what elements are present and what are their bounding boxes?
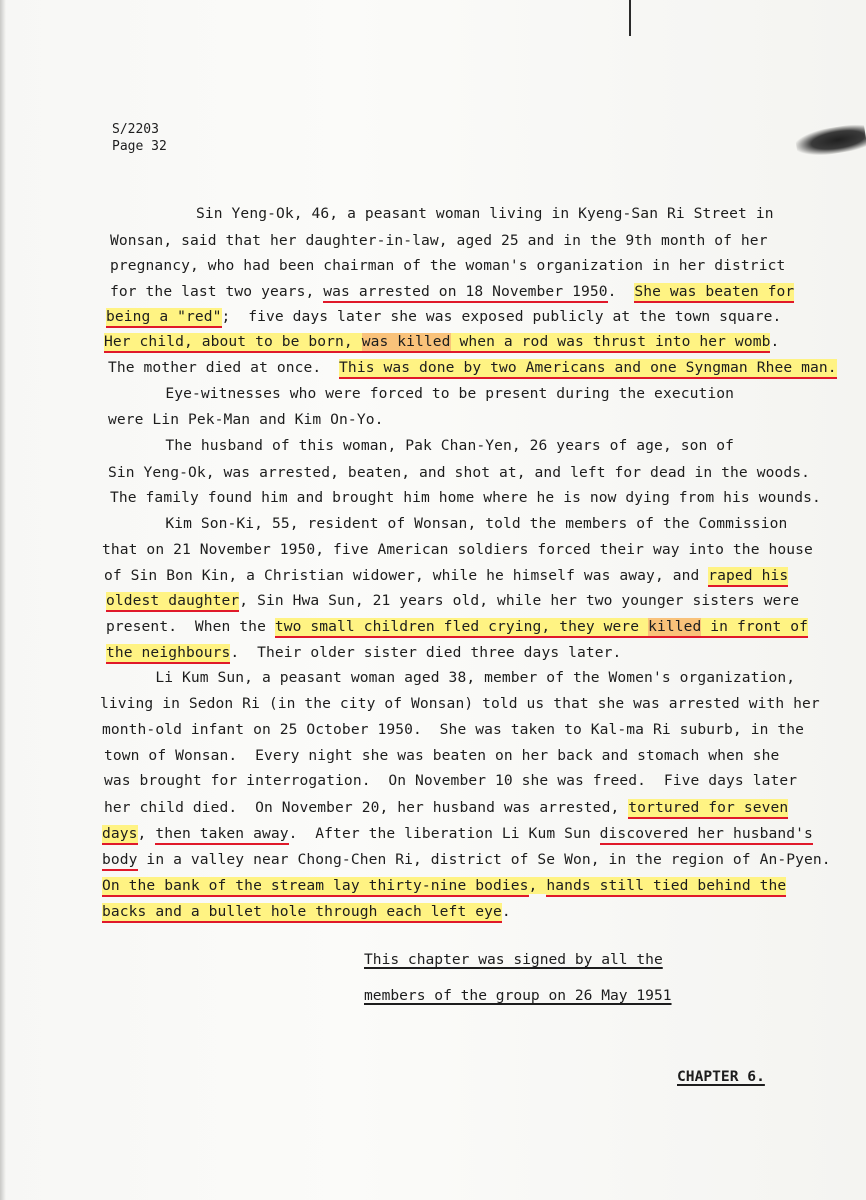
text-line — [110, 257, 785, 275]
text-span: was brought for interrogation. On November 10 she was freed. Five days later — [104, 772, 798, 789]
highlighted-text: backs and a bullet hole through each left eye — [102, 903, 502, 923]
text-line — [104, 333, 779, 351]
text-span: for the last two years, — [110, 283, 324, 300]
text-span: were Lin Pek-Man and Kim On-Yo. — [108, 411, 384, 428]
doc-ref-number: S/2203 — [112, 122, 159, 137]
text-span: town of Wonsan. Every night she was beaten on her back and stomach when she — [104, 747, 780, 764]
text-span: Wonsan, said that her daughter-in-law, aged 25 and in the 9th month of her — [110, 232, 768, 249]
scan-mark — [629, 0, 631, 36]
text-span: pregnancy, who had been chairman of the woman's organization in her district — [110, 257, 786, 274]
text-span: in a valley near Chong-Chen Ri, district of Se Won, in the region of An-Pyen. — [137, 851, 831, 868]
text-span: The mother died at once. — [108, 359, 340, 376]
text-span: Kim Son-Ki, 55, resident of Wonsan, told the members of the Commission — [112, 515, 788, 532]
text-line — [106, 308, 781, 326]
text-span: Li Kum Sun, a peasant woman aged 38, member of the Women's organization, — [102, 669, 796, 686]
text-span: living in Sedon Ri (in the city of Wonsan) told us that she was arrested with her — [100, 695, 820, 712]
text-line — [110, 283, 794, 301]
text-span: . After the liberation Li Kum Sun — [288, 825, 600, 842]
signature-line-2: members of the group on 26 May 1951 — [364, 987, 672, 1004]
text-span: month-old infant on 25 October 1950. She was taken to Kal-ma Ri suburb, in the — [102, 721, 805, 738]
highlighted-text: being a "red" — [106, 308, 222, 328]
text-line — [104, 567, 788, 585]
text-line — [112, 437, 734, 455]
ink-smudge — [794, 123, 866, 160]
text-span: . — [607, 283, 635, 300]
text-span: , Sin Hwa Sun, 21 years old, while her two younger sisters were — [239, 592, 800, 609]
text-span: . — [770, 333, 780, 350]
underlined-text: discovered her husband's — [600, 825, 813, 845]
text-line — [102, 721, 804, 739]
text-span: ; five days later she was exposed publicly at the town square. — [221, 308, 782, 325]
highlighted-text: was killed — [362, 333, 451, 353]
text-span: that on 21 November 1950, five American soldiers forced their way into the house — [102, 541, 813, 558]
text-span: The husband of this woman, Pak Chan-Yen, 26 years of age, son of — [112, 437, 735, 454]
underlined-text: body — [102, 851, 138, 871]
text-line — [110, 232, 768, 250]
document-reference — [112, 121, 167, 155]
text-line — [112, 515, 787, 533]
page-number: Page 32 — [112, 139, 167, 154]
signature-line-1: This chapter was signed by all the — [364, 951, 663, 968]
text-line — [110, 489, 821, 507]
highlighted-text: when a rod was thrust into her womb — [451, 333, 771, 353]
page-edge-shadow — [0, 0, 6, 1200]
text-span: present. When the — [106, 618, 275, 635]
text-line — [102, 669, 795, 687]
text-line — [102, 851, 831, 869]
text-line — [196, 205, 774, 223]
text-span: her child died. On November 20, her husband was arrested, — [104, 799, 629, 816]
highlighted-text: On the bank of the stream lay thirty-nine bodies — [102, 877, 529, 897]
text-line — [106, 592, 799, 610]
text-line — [104, 772, 797, 790]
highlighted-text: in front of — [701, 618, 808, 638]
highlighted-text: the neighbours — [106, 644, 230, 664]
text-span: , — [137, 825, 156, 842]
chapter-heading: CHAPTER 6. — [677, 1068, 765, 1085]
text-span: Sin Yeng-Ok, 46, a peasant woman living in Kyeng-San Ri Street in — [196, 205, 774, 222]
text-line — [108, 359, 837, 377]
text-line — [106, 644, 621, 662]
text-line — [104, 799, 788, 817]
highlighted-text: tortured for seven — [628, 799, 788, 819]
text-line — [102, 541, 813, 559]
text-line — [104, 747, 779, 765]
text-line — [102, 825, 813, 843]
text-span: . Their older sister died three days later. — [230, 644, 622, 661]
highlighted-text: oldest daughter — [106, 592, 239, 612]
text-span: Eye-witnesses who were forced to be present during the execution — [112, 385, 735, 402]
text-span: The family found him and brought him home where he is now dying from his wounds. — [110, 489, 821, 506]
highlighted-text: raped his — [708, 567, 788, 587]
highlighted-text: days — [102, 825, 138, 845]
underlined-text: was arrested on 18 November 1950 — [323, 283, 607, 303]
text-line — [112, 385, 734, 403]
text-line — [108, 411, 383, 429]
highlighted-text: , — [528, 877, 547, 894]
text-line — [100, 695, 820, 713]
highlighted-text: She was beaten for — [634, 283, 794, 303]
highlighted-text: This was done by two Americans and one Syngman Rhee man. — [339, 359, 837, 379]
underlined-text: then taken away — [155, 825, 288, 845]
text-line — [108, 464, 810, 482]
highlighted-text: killed — [648, 618, 701, 638]
highlighted-text: two small children fled crying, they were — [275, 618, 648, 638]
highlighted-text: hands still tied behind the — [546, 877, 786, 897]
text-span: of Sin Bon Kin, a Christian widower, while he himself was away, and — [104, 567, 709, 584]
text-span: Sin Yeng-Ok, was arrested, beaten, and shot at, and left for dead in the woods. — [108, 464, 811, 481]
text-line — [102, 903, 511, 921]
text-line — [102, 877, 786, 895]
highlighted-text: Her child, about to be born, — [104, 333, 362, 353]
text-line — [106, 618, 808, 636]
text-span: . — [501, 903, 511, 920]
